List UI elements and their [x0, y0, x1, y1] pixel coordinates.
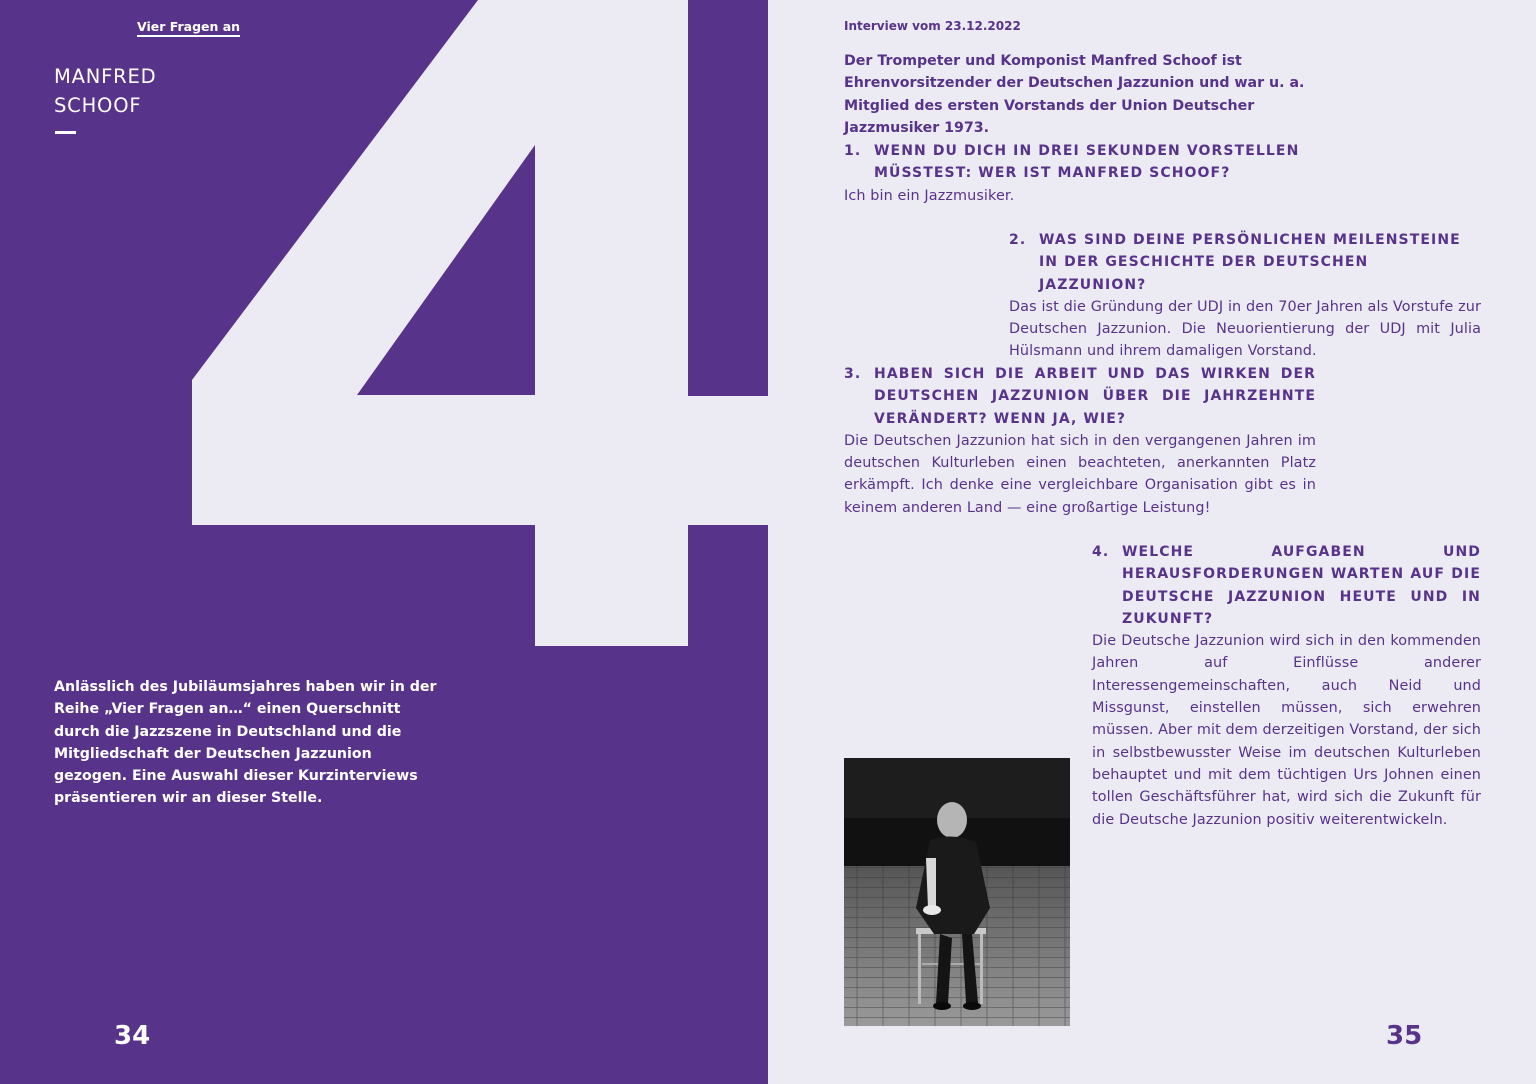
answer-1: Ich bin ein Jazzmusiker.: [844, 187, 1015, 204]
answer-4: Die Deutsche Jazzunion wird sich in den kommenden Jahren auf Einflüsse anderer Interessengemeinschaften, auch Neid und Missgunst, einstellen müssen, sich erwehren müssen. Aber mit dem derzeitigen Vorstand, der sich in selbstbewusster Weise im deutschen Kulturleben behauptet und mit dem tüchtigen Urs Johnen einen tollen Geschäftsführer hat, wird sich die Zukunft für die Deutsche Jazzunion positiv weiterentwickeln.: [1092, 633, 1481, 828]
qa-block-1: [844, 140, 1314, 207]
question-text: WAS SIND DEINE PERSÖNLICHEN MEILENSTEINE IN DER GESCHICHTE DER DEUTSCHEN JAZZUNION?: [1039, 232, 1461, 293]
series-label: Vier Fragen an: [137, 19, 240, 37]
interviewee-name: [54, 62, 156, 120]
page-number-left: 34: [114, 1021, 151, 1051]
right-page: [768, 0, 1536, 1084]
answer-3: Die Deutschen Jazzunion hat sich in den vergangenen Jahren im deutschen Kulturleben einen beachteten, anerkannten Platz erkämpft. Ich denke eine vergleichbare Organisation gibt es in keinem anderen Land — eine großartige Leistung!: [844, 432, 1316, 516]
question-text: WENN DU DICH IN DREI SEKUNDEN VORSTELLEN MÜSSTEST: WER IST MANFRED SCHOOF?: [874, 143, 1300, 182]
lead-paragraph: Der Trompeter und Komponist Manfred Schoof ist Ehrenvorsitzender der Deutschen Jazzunion und war u. a. Mitglied des ersten Vorstands der Union Deutscher Jazzmusiker 1973.: [844, 53, 1305, 136]
qa-block-2: [1009, 229, 1481, 363]
question-2: [1009, 229, 1481, 296]
question-number: 4.: [1092, 544, 1110, 560]
title-dash: [55, 131, 76, 134]
question-3: [844, 363, 1316, 430]
question-number: 1.: [844, 143, 862, 159]
qa-block-4: [1092, 541, 1481, 831]
answer-2: Das ist die Gründung der UDJ in den 70er Jahren als Vorstufe zur Deutschen Jazzunion. Die Neuorientierung der UDJ mit Julia Hülsmann und ihrem damaligen Vorstand.: [1009, 298, 1481, 360]
qa-block-3: [844, 363, 1316, 519]
name-line-2: SCHOOF: [54, 94, 142, 117]
question-text: WELCHE AUFGABEN UND HERAUSFORDERUNGEN WARTEN AUF DIE DEUTSCHE JAZZUNION HEUTE UND IN ZUKUNFT?: [1122, 544, 1481, 627]
interview-date: Interview vom 23.12.2022: [844, 19, 1021, 33]
question-number: 3.: [844, 366, 862, 382]
question-1: [844, 140, 1314, 185]
question-4: [1092, 541, 1481, 630]
name-line-1: MANFRED: [54, 65, 157, 88]
question-text: HABEN SICH DIE ARBEIT UND DAS WIRKEN DER DEUTSCHEN JAZZUNION ÜBER DIE JAHRZEHNTE VERÄNDERT? WENN JA, WIE?: [874, 366, 1316, 427]
page-number-right: 35: [1386, 1021, 1423, 1051]
question-number: 2.: [1009, 232, 1027, 248]
intro-text: Anlässlich des Jubiläumsjahres haben wir in der Reihe „Vier Fragen an…“ einen Querschnitt durch die Jazzszene in Deutschland und die Mitgliedschaft der Deutschen Jazzunion gezogen. Eine Auswahl dieser Kurzinterviews präsentieren wir an dieser Stelle.: [54, 679, 437, 807]
portrait-photo: [844, 758, 1070, 1026]
